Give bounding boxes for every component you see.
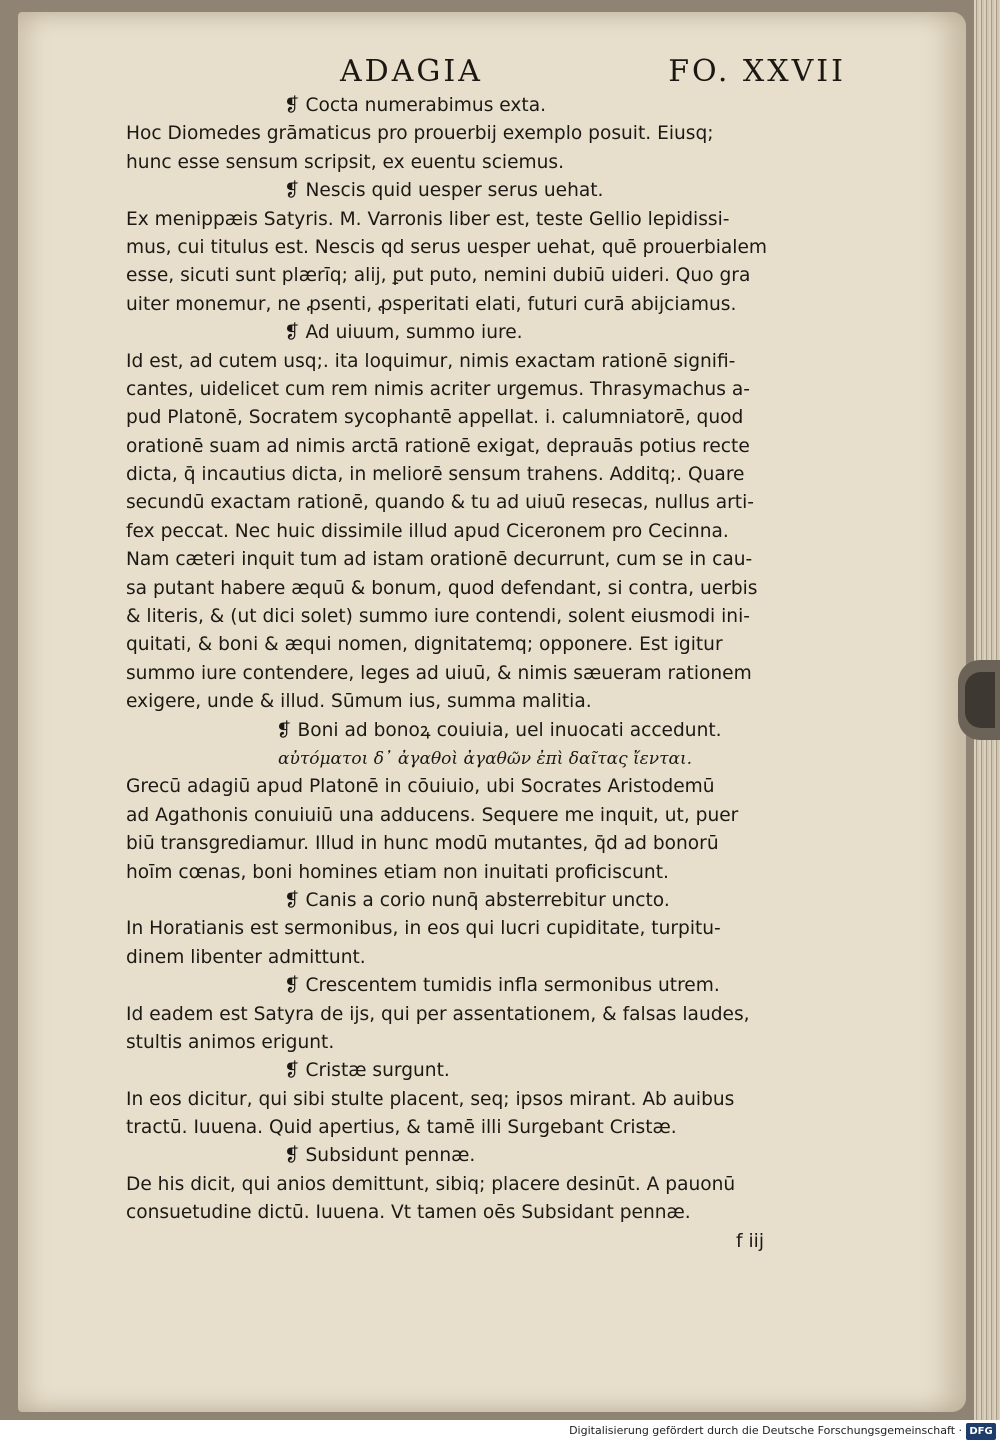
text-line: orationē suam ad nimis arctā rationē exigat, deprauās potius recte (126, 435, 750, 457)
adage-heading: ❡ Crescentem tumidis infla sermonibus utrem. (284, 975, 720, 997)
text-line: stultis animos erigunt. (126, 1031, 335, 1053)
adage-heading: ❡ Canis a corio nunq̄ absterrebitur uncto. (284, 889, 670, 911)
text-line: In Horatianis est sermonibus, in eos qui lucri cupiditate, turpitu- (126, 918, 721, 940)
header-title: ADAGIA (340, 54, 483, 89)
text-line: & literis, & (ut dici solet) summo iure contendi, solent eiusmodi ini- (126, 606, 750, 628)
text-line: secundū exactam rationē, quando & tu ad uiuū resecas, nullus arti- (126, 492, 754, 514)
text-line: biū transgrediamur. Illud in hunc modū mutantes, q̄d ad bonorū (126, 833, 719, 855)
text-line: ad Agathonis conuiuiū una adducens. Sequere me inquit, ut, puer (126, 804, 739, 826)
dfg-logo: DFG (966, 1423, 996, 1440)
text-line: De his dicit, qui anios demittunt, sibiq; placere desinūt. A pauonū (126, 1173, 736, 1195)
text-line: pud Platonē, Socratem sycophantē appellat. i. calumniatorē, quod (126, 407, 744, 429)
text-line: consuetudine dictū. Iuuena. Vt tamen oēs Subsidant pennæ. (126, 1202, 691, 1224)
page-clip (958, 660, 1000, 740)
text-line: Hoc Diomedes grāmaticus pro prouerbij exemplo posuit. Eiusq; (126, 123, 714, 145)
text-line: esse, sicuti sunt plærīq; alij, ꝑut puto, nemini dubiū uideri. Quo gra (126, 265, 751, 287)
text-line: Nam cæteri inquit tum ad istam orationē decurrunt, cum se in cau- (126, 549, 753, 571)
adage-heading: ❡ Nescis quid uesper serus uehat. (284, 180, 604, 202)
text-line: Id est, ad cutem usq;. ita loquimur, nimis exactam rationē signifi- (126, 350, 736, 372)
text-line: mus, cui titulus est. Nescis qd serus uesper uehat, quē prouerbialem (126, 236, 768, 258)
text-line: quitati, & boni & æqui nomen, dignitatemq; opponere. Est igitur (126, 634, 723, 656)
text-line: exigere, unde & illud. Sūmum ius, summa malitia. (126, 691, 592, 713)
text-line: Id eadem est Satyra de ijs, qui per assentationem, & falsas laudes, (126, 1003, 750, 1025)
adage-heading: ❡ Cocta numerabimus exta. (284, 95, 547, 116)
greek-line: αὐτόματοι δ᾽ ἀγαθοὶ ἀγαθῶν ἐπὶ δαῖτας ἴενται. (278, 748, 693, 769)
adage-heading: ❡ Subsidunt pennæ. (284, 1145, 476, 1167)
adage-heading: ❡ Boni ad bonoꝝ couiuia, uel inuocati accedunt. (276, 719, 722, 741)
footer-bar (0, 1420, 1000, 1444)
folio-number: FO. XXVII (668, 54, 846, 89)
adage-heading: ❡ Ad uiuum, summo iure. (284, 322, 523, 344)
adage-heading: ❡ Cristæ surgunt. (284, 1060, 450, 1082)
text-line: dinem libenter admittunt. (126, 946, 366, 968)
text-line: dicta, q̄ incautius dicta, in meliorē sensum trahens. Additq;. Quare (126, 464, 745, 486)
text-line: cantes, uidelicet cum rem nimis acriter urgemus. Thrasymachus a- (126, 378, 750, 400)
text-line: tractū. Iuuena. Quid apertius, & tamē illi Surgebant Cristæ. (126, 1117, 677, 1139)
text-line: uiter monemur, ne ꝓsenti, ꝓsperitati elati, futuri curā abijciamus. (126, 293, 737, 315)
text-line: fex peccat. Nec huic dissimile illud apud Ciceronem pro Cecinna. (126, 520, 729, 542)
text-line: In eos dicitur, qui sibi stulte placent, seq; ipsos mirant. Ab auibus (126, 1088, 735, 1110)
text-line: sa putant habere æquū & bonum, quod defendant, si contra, uerbis (126, 577, 758, 599)
text-line: Ex menippæis Satyris. M. Varronis liber est, teste Gellio lepidissi- (126, 208, 730, 230)
text-line: hunc esse sensum scripsit, ex euentu sciemus. (126, 151, 565, 173)
text-line: Grecū adagiū apud Platonē in cōuiuio, ubi Socrates Aristodemū (126, 776, 715, 798)
text-line: hoīm cœnas, boni homines etiam non inuitati proficiscunt. (126, 861, 669, 883)
funding-notice: Digitalisierung gefördert durch die Deutsche Forschungsgemeinschaft · (569, 1424, 962, 1437)
body-text (126, 92, 846, 1256)
text-line: summo iure contendere, leges ad uiuū, & nimis sæueram rationem (126, 662, 752, 684)
signature-mark: f iij (736, 1230, 764, 1252)
